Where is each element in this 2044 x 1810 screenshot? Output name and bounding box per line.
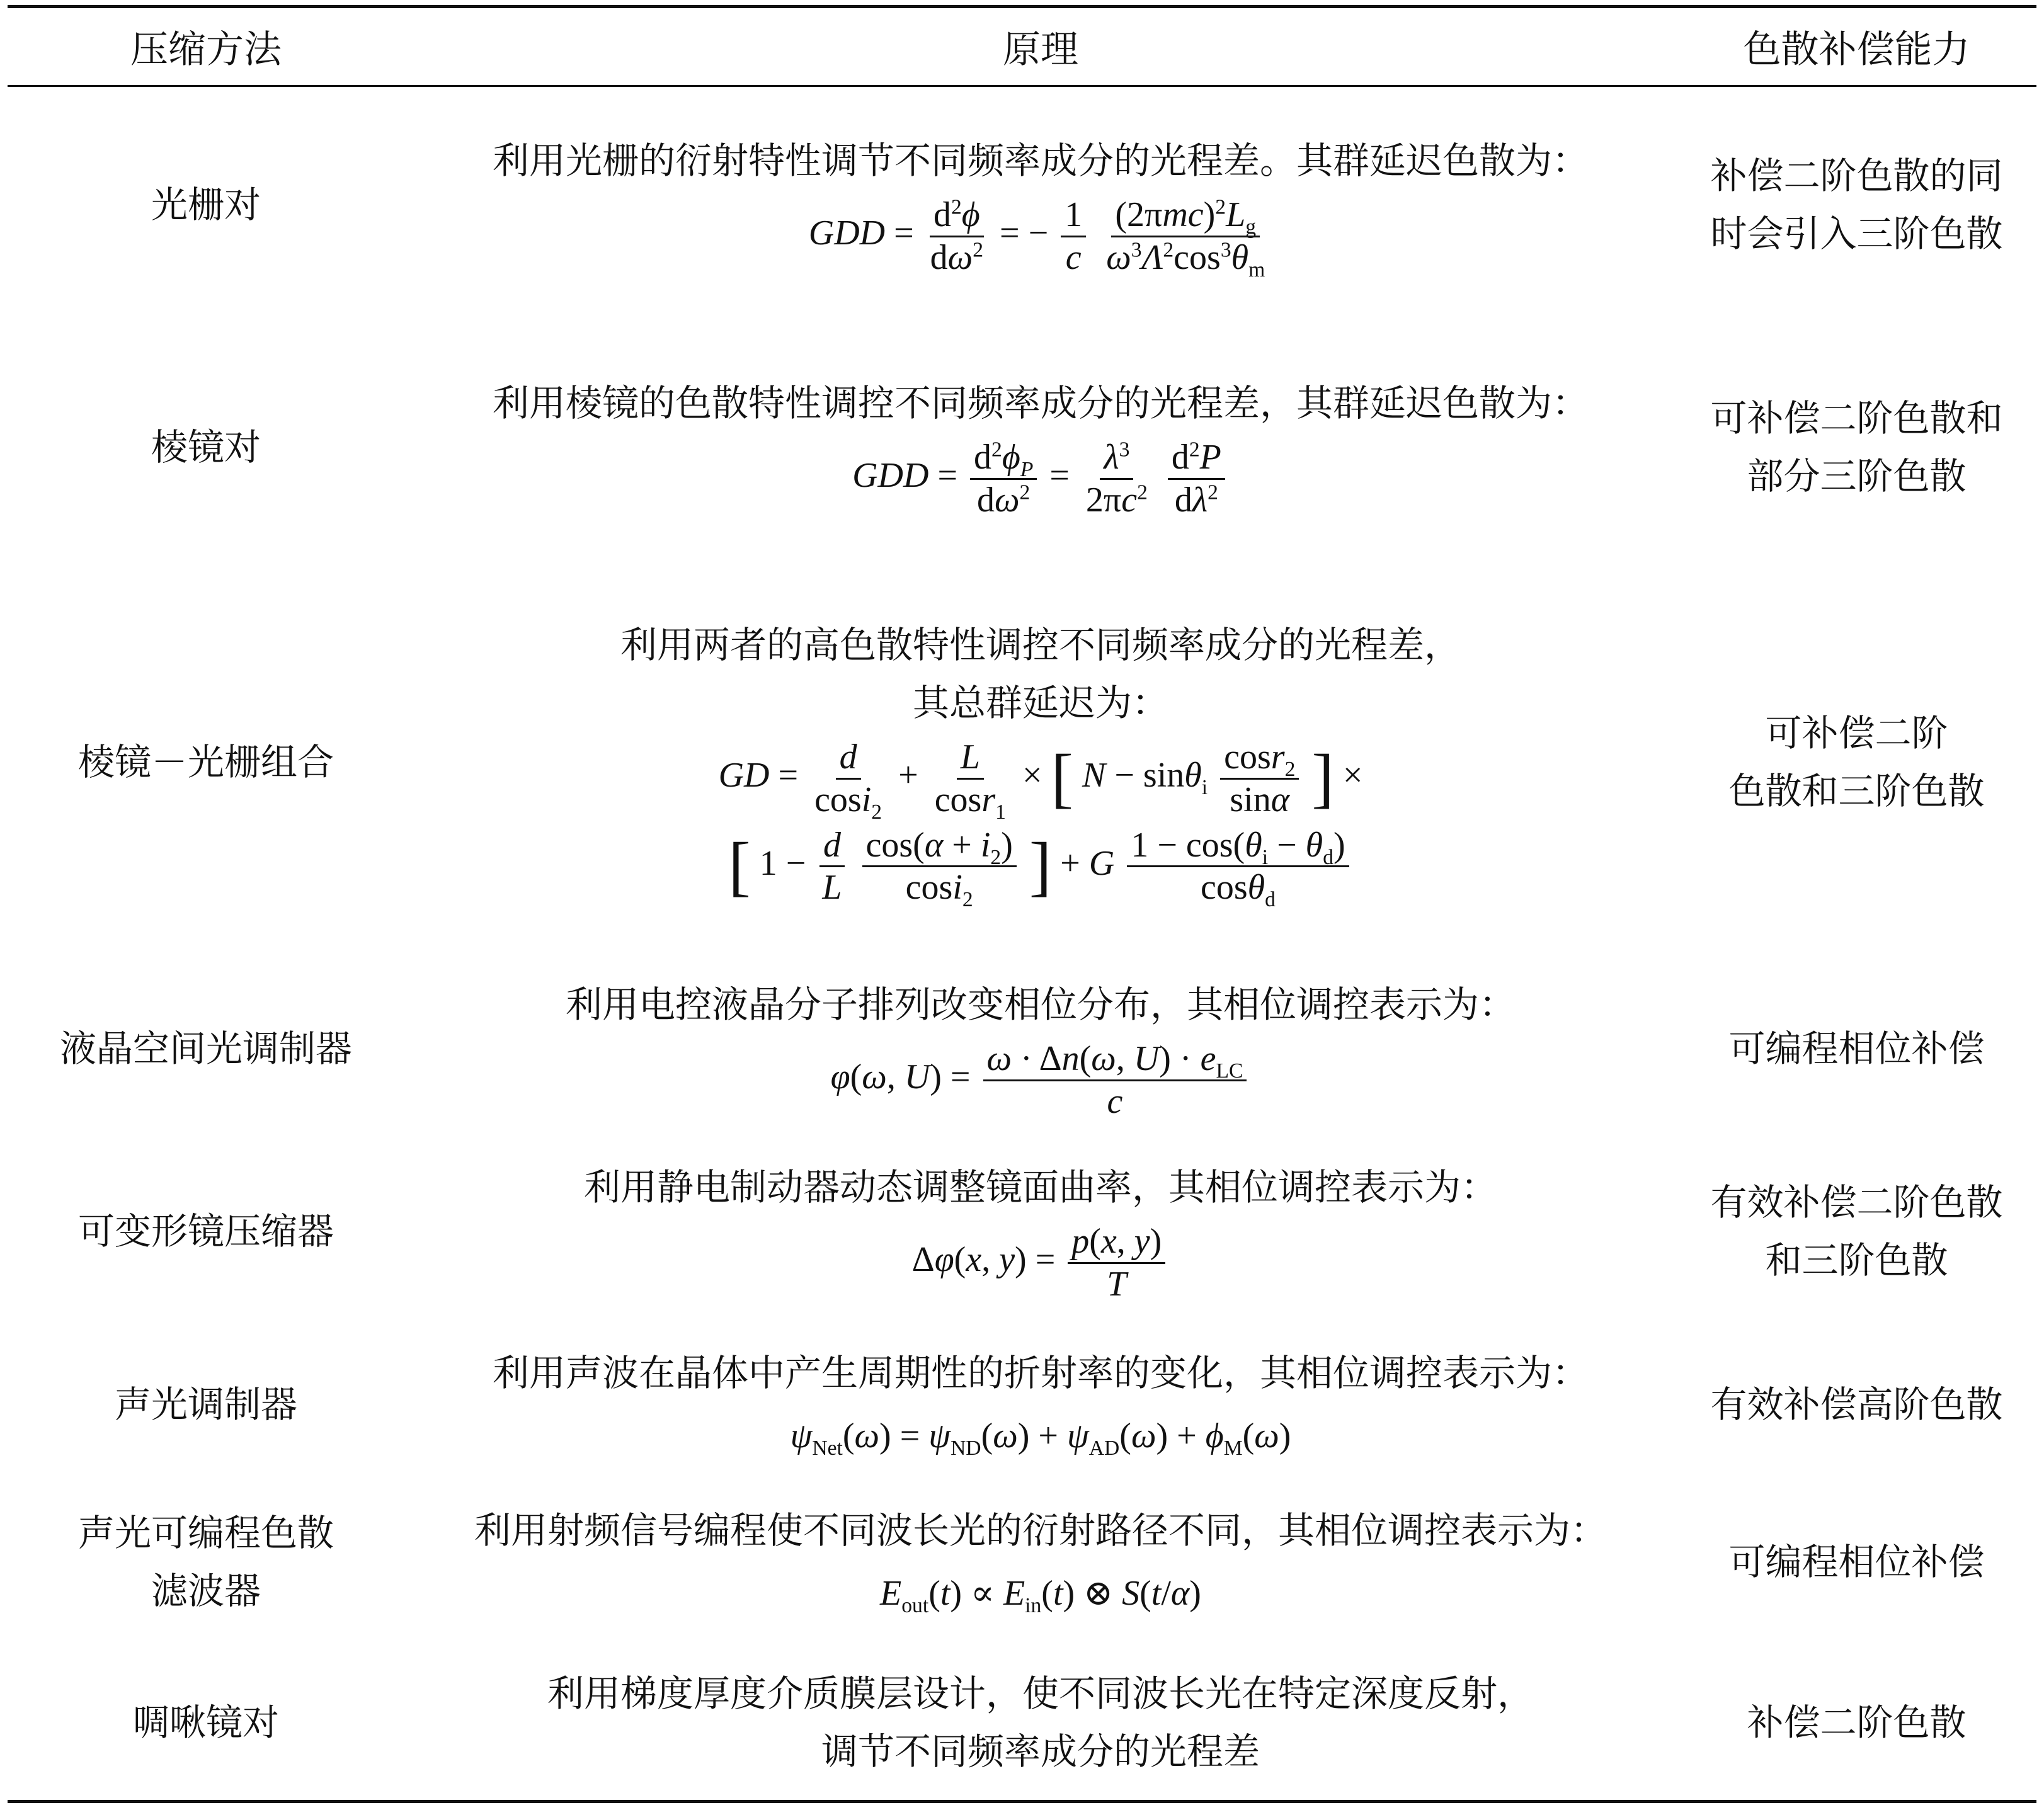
principle-cell: 利用棱镜的色散特性调控不同频率成分的光程差，其群延迟色散为： GDD = $\frac{d^2\phi_P}{d\omega^2}$ = $\frac{\lambda^3}{2\pi c^2}$ $\frac{d^2P}{d\lambda^2}$	[492, 382, 1589, 520]
method-cell: 声光调制器	[114, 1383, 297, 1426]
header-method: 压缩方法	[130, 28, 282, 72]
method-cell: 棱镜－光栅组合	[77, 741, 334, 783]
capability-cell: 可编程相位补偿	[1728, 1027, 1985, 1070]
capability-cell: 可补偿二阶 色散和三阶色散	[1728, 712, 1985, 812]
formula-deformable-mirror: Δφ(x, y) = $\frac{p(x, y)}{T}$	[912, 1221, 1170, 1304]
capability-cell: 补偿二阶色散的同 时会引入三阶色散	[1710, 154, 2003, 255]
method-cell: 棱镜对	[151, 426, 261, 469]
principle-cell: 利用射频信号编程使不同波长光的衍射路径不同，其相位调控表示为： $E_{out}(t) \propto E_{in}(t)$ ⊗ S(t/α)	[404, 1493, 1677, 1631]
capability-cell: 有效补偿二阶色散 和三阶色散	[1710, 1181, 2003, 1282]
formula-lcslm: φ(ω, U) = $\frac{\omega \cdot \Delta n(\omega, U) \cdot e_{LC}}{c}$	[831, 1039, 1251, 1122]
formula-aom: $\psi_{Net}(\omega) = \psi_{ND}(\omega) + \psi_{AD}(\omega) + \phi_M(\omega)$	[790, 1416, 1291, 1460]
method-cell: 液晶空间光调制器	[59, 1027, 352, 1070]
principle-cell: 利用光栅的衍射特性调节不同频率成分的光程差。其群延迟色散为： GDD = $\frac{d^2\phi}{d\omega^2}$ = − $\frac{1}{c}$ $\frac{(2\pi mc)^2L_g}{\omega^3\Lambda^2\cos^3\theta_m}$	[492, 139, 1589, 282]
formula-gd-combo-line1: GD = $\frac{d}{\cos i_2}$ + $\frac{L}{\cos r_1}$ × [ N − sinθ$_i$ $\frac{\cos r_2}{\sin\alpha}$ ] ×	[718, 737, 1363, 824]
capability-cell: 可编程相位补偿	[1728, 1540, 1985, 1583]
header-rule	[8, 85, 2036, 87]
header-principle: 原理	[1003, 28, 1078, 72]
capability-cell: 有效补偿高阶色散	[1710, 1383, 2003, 1426]
capability-cell: 可补偿二阶色散和 部分三阶色散	[1710, 397, 2003, 498]
method-cell: 声光可编程色散 滤波器	[77, 1511, 334, 1612]
formula-gd-combo-line2: [ 1 − $\frac{d}{L}$ $\frac{\cos(\alpha + i_2)}{\cos i_2}$ ] + G $\frac{1 - \cos(\theta_i - \theta_d)}{\cos\theta_d}$	[728, 825, 1352, 908]
method-cell: 光栅对	[151, 183, 261, 226]
principle-cell: 利用声波在晶体中产生周期性的折射率的变化，其相位调控表示为： $\psi_{Net}(\omega) = \psi_{ND}(\omega) + \psi_{AD}(\omega) + \phi_M(\omega)$	[404, 1335, 1677, 1474]
principle-cell: 利用梯度厚度介质膜层设计，使不同波长光在特定深度反射， 调节不同频率成分的光程差	[547, 1672, 1534, 1773]
bottom-rule	[8, 1800, 2036, 1803]
principle-cell: 利用电控液晶分子排列改变相位分布，其相位调控表示为： φ(ω, U) = $\frac{\omega \cdot \Delta n(\omega, U) \cdot e_{LC}}{c}$	[565, 983, 1516, 1121]
principle-cell: 利用两者的高色散特性调控不同频率成分的光程差， 其总群延迟为： GD = $\frac{d}{\cos i_2}$ + $\frac{L}{\cos r_1}$ × [ N − sinθ$_i$ $\frac{\cos r_2}{\sin\alpha}$ ] × [ 1 − $\frac{d}{L}$ $\frac{\cos(\alpha + i_2)}{\cos i_2}$ ] + G $\frac{1 - \cos(\theta_i - \theta_d)}{\cos\theta_d}$	[620, 623, 1461, 912]
formula-gdd-prism: GDD = $\frac{d^2\phi_P}{d\omega^2}$ = $\frac{\lambda^3}{2\pi c^2}$ $\frac{d^2P}{d\lambda^2}$	[852, 437, 1229, 520]
method-cell: 可变形镜压缩器	[77, 1210, 334, 1253]
principle-cell: 利用静电制动器动态调整镜面曲率，其相位调控表示为： Δφ(x, y) = $\frac{p(x, y)}{T}$	[583, 1166, 1497, 1304]
formula-aopdf: $E_{out}(t) \propto E_{in}(t)$ ⊗ S(t/α)	[880, 1574, 1201, 1618]
formula-gdd-grating: GDD = $\frac{d^2\phi}{d\omega^2}$ = − $\frac{1}{c}$ $\frac{(2\pi mc)^2L_g}{\omega^3\Lambda^2\cos^3\theta_m}$	[808, 195, 1265, 282]
header-capability: 色散补偿能力	[1743, 28, 1970, 72]
method-cell: 啁啾镜对	[132, 1701, 279, 1744]
capability-cell: 补偿二阶色散	[1747, 1701, 1967, 1744]
